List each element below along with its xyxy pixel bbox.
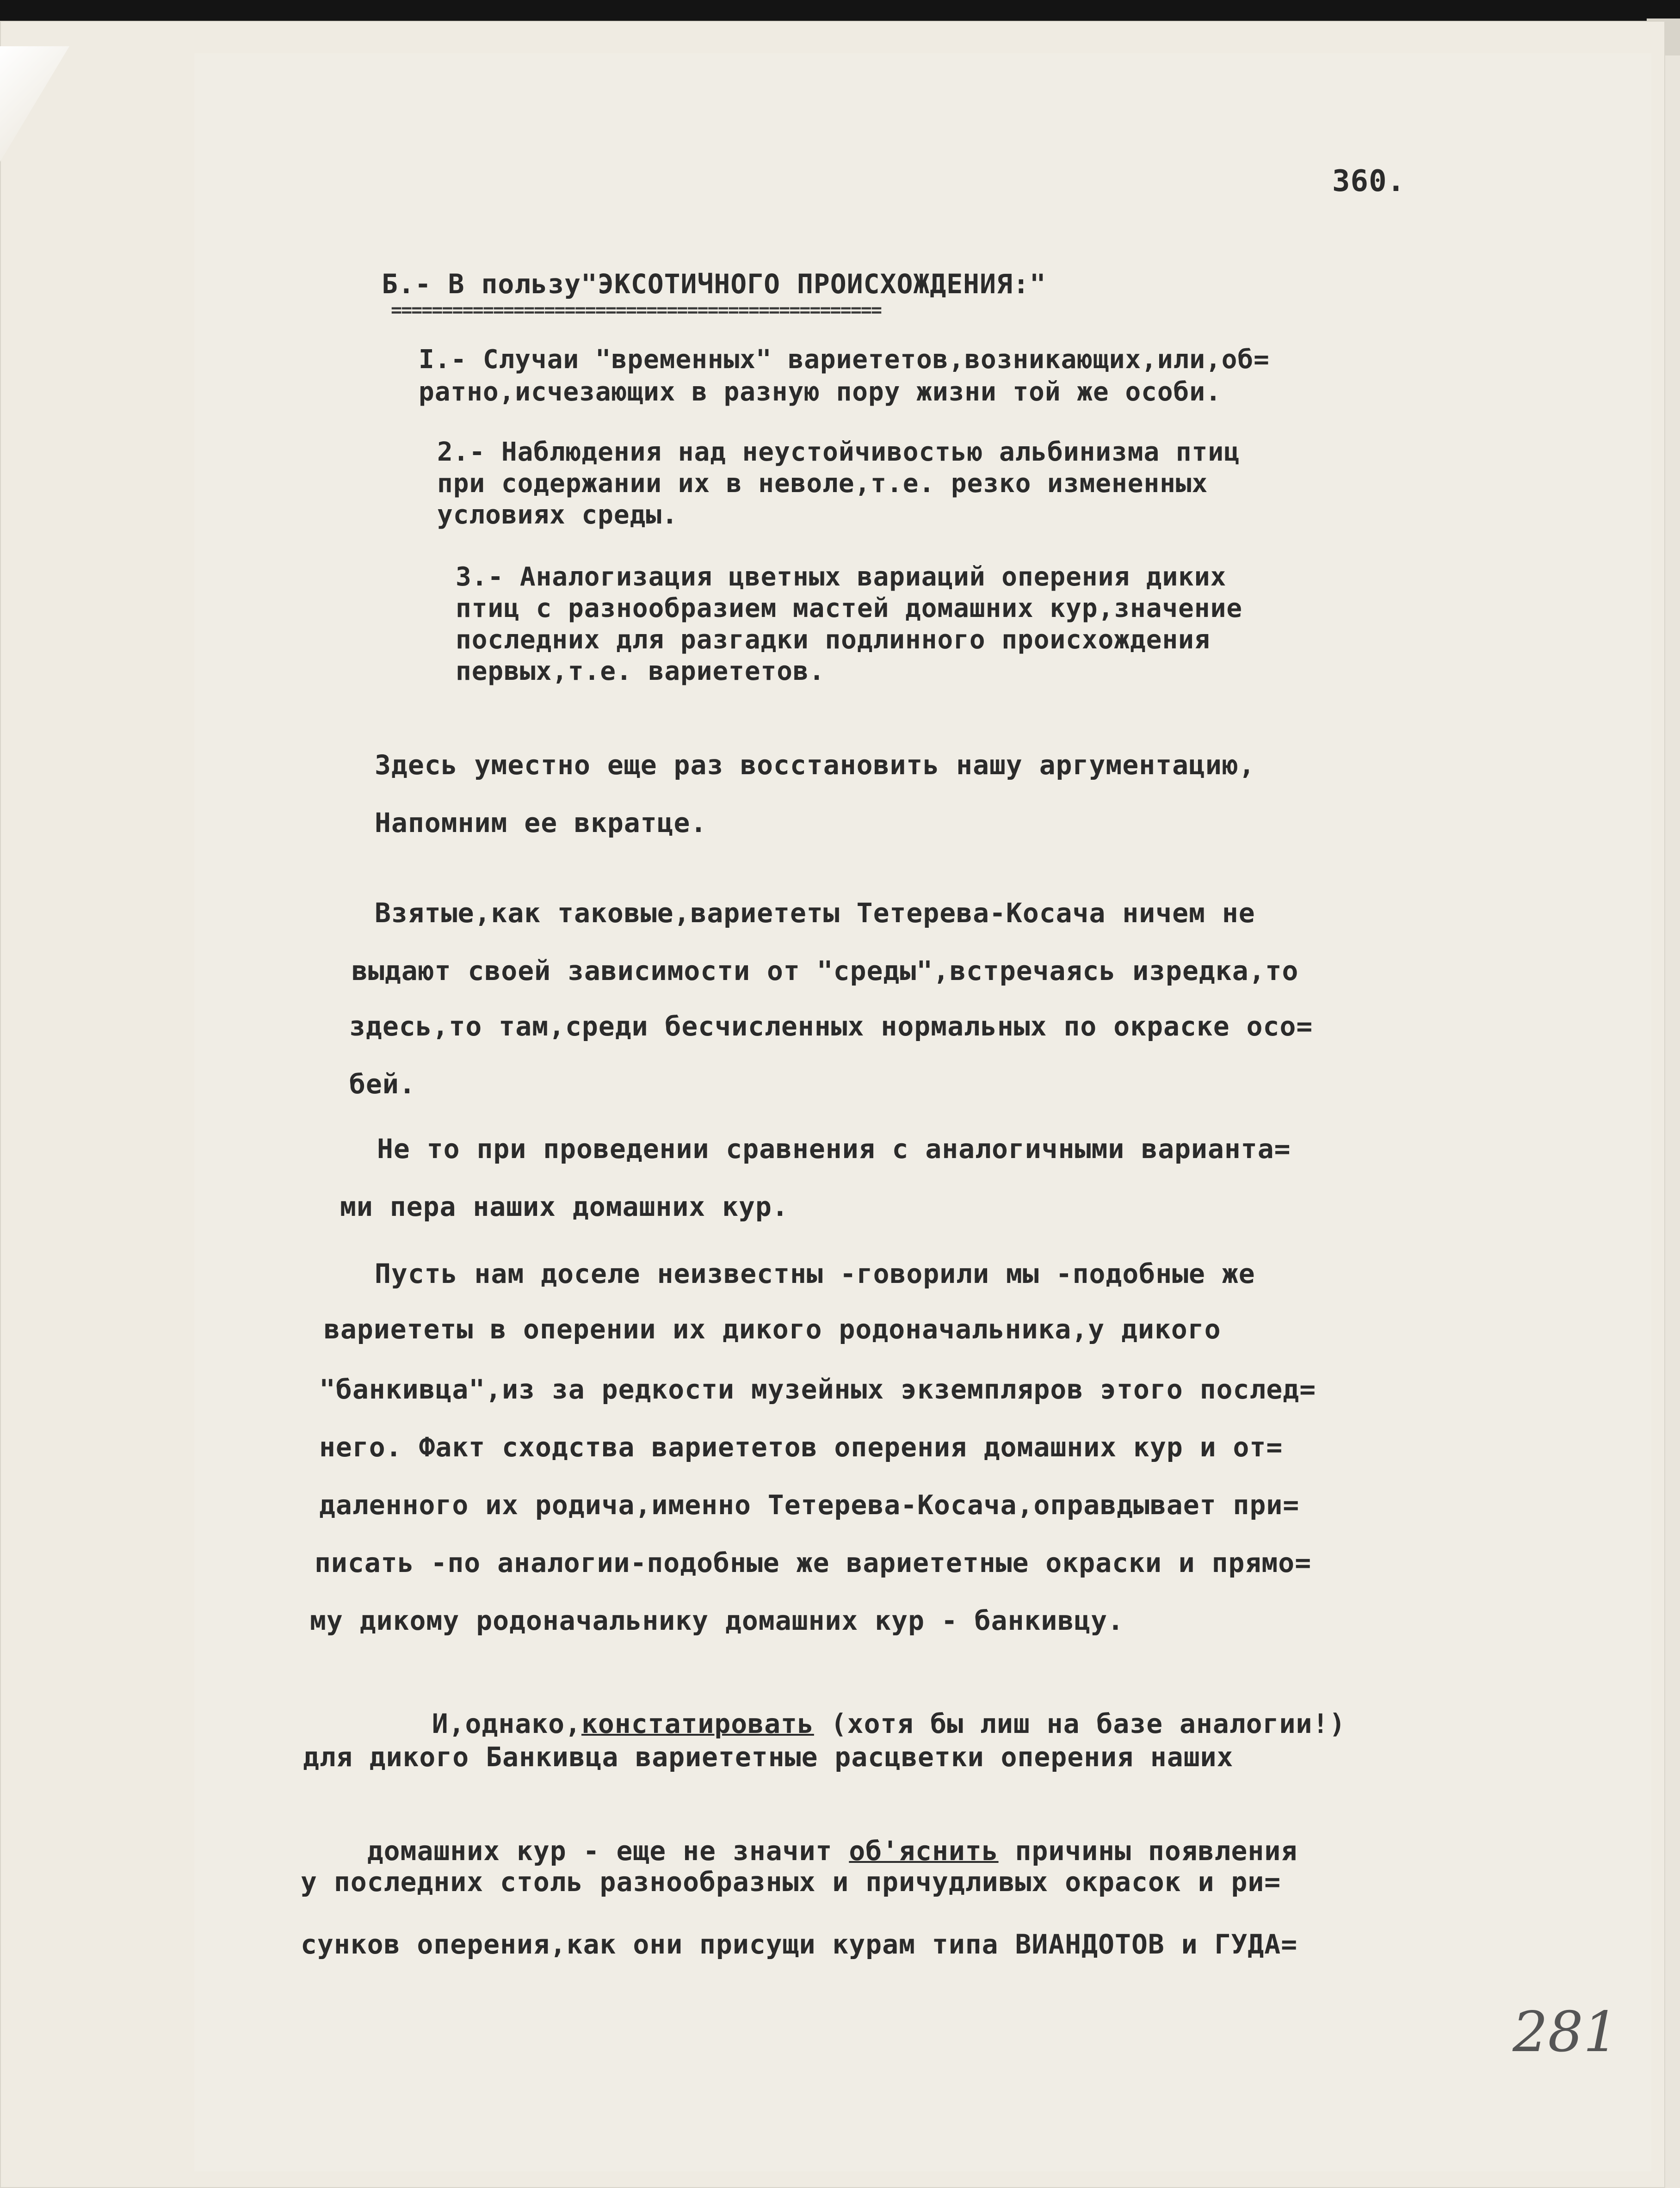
body-line-end: причины появления	[998, 1835, 1298, 1867]
body-line: вариететы в оперении их дикого родоначальника,у дикого	[324, 1313, 1221, 1345]
body-line: Не то при проведении сравнения с аналогичными варианта=	[377, 1133, 1291, 1165]
body-line: здесь,то там,среди бесчисленных нормальных по окраске осо=	[349, 1011, 1313, 1042]
heading-underline: ================================================	[391, 300, 881, 321]
body-line: даленного их родича,именно Тетерева-Косача,оправдывает при=	[319, 1489, 1300, 1521]
body-line: Взятые,как таковые,вариететы Тетерева-Косача ничем не	[375, 897, 1255, 929]
body-line-start: домашних кур - еще не значит	[367, 1835, 849, 1867]
list-item-2-line-3: условиях среды.	[437, 500, 678, 530]
document-page	[0, 21, 1665, 2188]
list-item-3-line-2: птиц с разнообразием мастей домашних кур,значение	[456, 593, 1243, 623]
underlined-word-explain: об'яснить	[849, 1835, 999, 1867]
body-line: Здесь уместно еще раз восстановить нашу аргументацию,	[375, 749, 1255, 781]
list-item-3-line-4: первых,т.е. вариететов.	[456, 656, 825, 686]
list-item-1-line-2: ратно,исчезающих в разную пору жизни той же особи.	[419, 377, 1222, 407]
body-line: Пусть нам доселе неизвестны -говорили мы -подобные же	[375, 1258, 1255, 1289]
body-line: Напомним ее вкратце.	[375, 807, 707, 838]
list-item-2-line-1: 2.- Наблюдения над неустойчивостью альбинизма птиц	[437, 437, 1240, 467]
list-item-2-line-2: при содержании их в неволе,т.е. резко измененных	[437, 468, 1208, 499]
body-line: сунков оперения,как они присущи курам типа ВИАНДОТОВ и ГУДА=	[301, 1929, 1298, 1960]
body-line: бей.	[349, 1068, 416, 1100]
body-line-start: И,однако,	[432, 1708, 581, 1739]
body-line: у последних столь разнообразных и причудливых окрасок и ри=	[301, 1866, 1281, 1898]
list-item-3-line-3: последних для разгадки подлинного происхождения	[456, 625, 1211, 655]
list-item-3-line-1: 3.- Аналогизация цветных вариаций оперения диких	[456, 562, 1227, 592]
body-line: выдают своей зависимости от "среды",встречаясь изредка,то	[352, 955, 1299, 986]
section-heading: Б.- В пользу"ЭКСОТИЧНОГО ПРОИСХОЖДЕНИЯ:"	[382, 268, 1046, 300]
underlined-word-constate: констатировать	[581, 1708, 814, 1739]
body-line: писать -по аналогии-подобные же вариететные окраски и прямо=	[315, 1547, 1312, 1578]
handwritten-folio-number: 281	[1513, 2000, 1619, 2065]
list-item-1-line-1: I.- Случаи "временных" вариететов,возникающих,или,об=	[419, 345, 1270, 375]
page-number: 360.	[1332, 164, 1406, 198]
body-line-end: (хотя бы лиш на базе аналогии!)	[814, 1708, 1346, 1739]
body-line: для дикого Банкивца вариететные расцветки оперения наших	[303, 1741, 1234, 1773]
body-line: "банкивца",из за редкости музейных экземпляров этого послед=	[319, 1374, 1316, 1405]
page-fold-corner	[0, 46, 69, 162]
body-line: ми пера наших домашних кур.	[340, 1191, 789, 1222]
body-line: него. Факт сходства вариететов оперения домашних кур и от=	[319, 1431, 1283, 1463]
body-line: му дикому родоначальнику домашних кур - банкивцу.	[310, 1605, 1124, 1636]
